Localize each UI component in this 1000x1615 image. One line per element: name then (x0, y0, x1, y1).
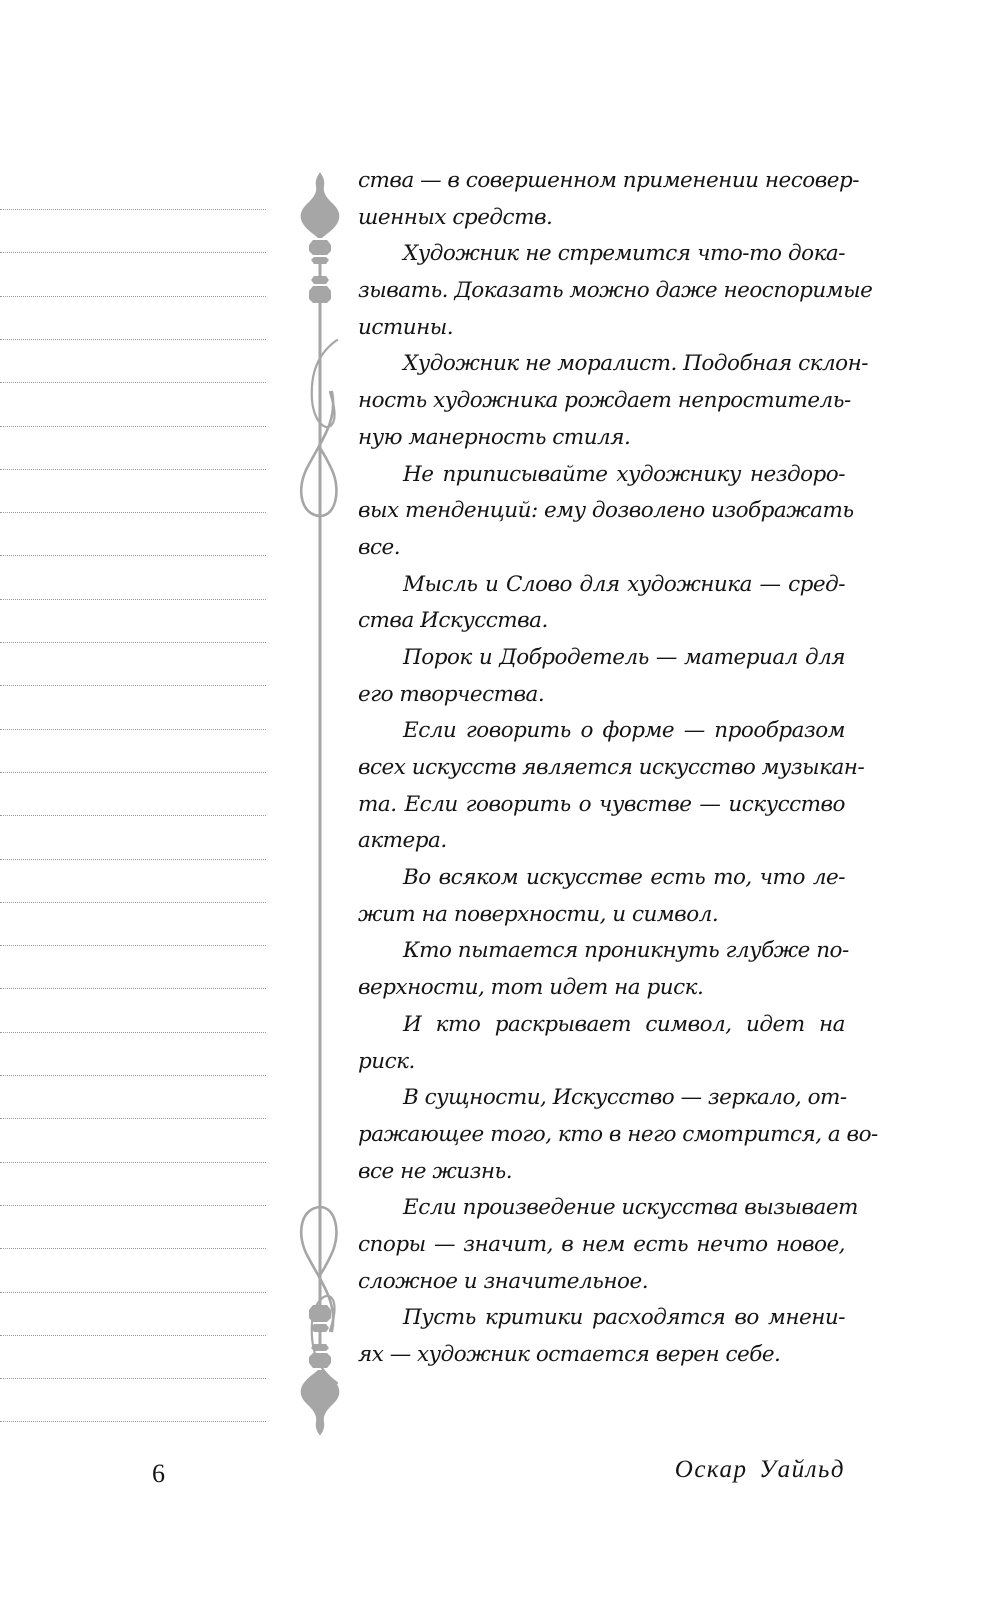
note-line (0, 555, 266, 556)
note-line (0, 382, 266, 383)
text-line: Порок и Добродетель — материал для (403, 644, 845, 670)
text-line: споры — значит, в нем есть нечто новое, (358, 1231, 845, 1257)
note-line (0, 339, 266, 340)
text-line: риск. (358, 1048, 415, 1074)
note-line (0, 512, 266, 513)
running-footer-author: Оскар Уайльд (674, 1456, 845, 1483)
notes-area (0, 0, 268, 1615)
text-line: Если произведение искусства вызывает (403, 1195, 858, 1221)
text-line: ства Искусства. (358, 608, 548, 634)
note-line (0, 685, 266, 686)
note-line (0, 1075, 266, 1076)
text-line: ства — в совершенном применении несовер- (358, 168, 859, 193)
text-line: вых тенденций: ему дозволено изображать (358, 498, 854, 524)
text-line: В сущности, Искусство — зеркало, от- (403, 1085, 847, 1111)
note-line (0, 1205, 266, 1206)
text-line: та. Если говорить о чувстве — искусство (358, 791, 845, 817)
note-line (0, 988, 266, 989)
text-line: жит на поверхности, и символ. (358, 901, 719, 927)
text-line: Кто пытается проникнуть глубже по- (403, 938, 849, 964)
text-line: ях — художник остается верен себе. (358, 1342, 781, 1367)
text-line: Художник не моралист. Подобная склон- (403, 351, 869, 377)
text-line: Мысль и Слово для художника — сред- (403, 571, 845, 597)
note-line (0, 902, 266, 903)
finial-divider-ornament-icon (280, 160, 360, 1435)
note-line (0, 599, 266, 600)
note-line (0, 252, 266, 253)
body-text (358, 163, 878, 1374)
note-line (0, 729, 266, 730)
page-number: 6 (152, 1459, 165, 1488)
text-line: Если говорить о форме — прообразом (403, 718, 845, 744)
note-line (0, 859, 266, 860)
note-line (0, 1378, 266, 1379)
text-line: Не приписывайте художнику нездоро- (403, 461, 845, 487)
note-line (0, 209, 266, 210)
text-line: И кто раскрывает символ, идет на (403, 1011, 845, 1037)
text-line: верхности, тот идет на риск. (358, 975, 704, 1001)
note-line (0, 642, 266, 643)
text-line: всех искусств является искусство музыкан- (358, 755, 865, 780)
note-line (0, 815, 266, 816)
note-line (0, 1162, 266, 1163)
note-line (0, 296, 266, 297)
text-line: актера. (358, 828, 447, 854)
text-line: шенных средств. (358, 204, 553, 230)
text-line: ную манерность стиля. (358, 424, 631, 450)
note-line (0, 1335, 266, 1336)
text-line: зывать. Доказать можно даже неоспоримые (358, 278, 873, 304)
note-line (0, 945, 266, 946)
text-line: истины. (358, 314, 454, 340)
note-line (0, 772, 266, 773)
text-line: все. (358, 534, 401, 560)
note-line (0, 1118, 266, 1119)
text-line: ность художника рождает непроститель- (358, 388, 851, 414)
note-line (0, 1292, 266, 1293)
text-line: ражающее того, кто в него смотрится, а во- (358, 1121, 878, 1147)
text-line: его творчества. (358, 681, 545, 707)
text-line: Во всяком искусстве есть то, что ле- (403, 865, 845, 891)
note-line (0, 426, 266, 427)
text-line: сложное и значительное. (358, 1268, 649, 1294)
note-line (0, 469, 266, 470)
note-line (0, 1032, 266, 1033)
note-line (0, 1248, 266, 1249)
note-line (0, 1421, 266, 1422)
text-line: Художник не стремится что-то дока- (403, 241, 845, 267)
text-line: Пусть критики расходятся во мнени- (403, 1305, 845, 1331)
text-line: все не жизнь. (358, 1158, 513, 1184)
